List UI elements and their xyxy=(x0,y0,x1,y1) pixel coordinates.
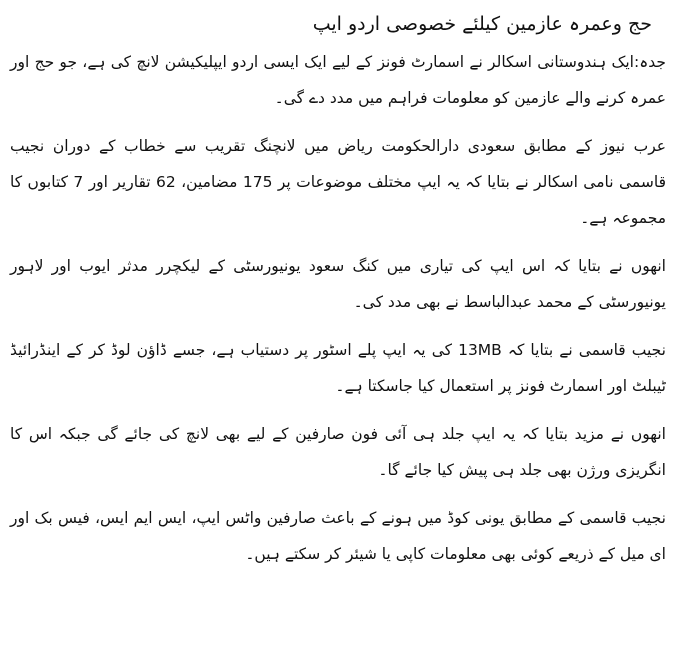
article-paragraph-5: انھوں نے مزید بتایا کہ یہ ایپ جلد ہی آئی فون صارفین کے لیے بھی لانچ کی جائے گی جبکہ اس کا انگریزی ورژن بھی جلد ہی پیش کیا جائے گا۔ xyxy=(10,425,666,479)
article-paragraph-6: نجیب قاسمی کے مطابق یونی کوڈ میں ہونے کے باعث صارفین واٹس ایپ، ایس ایم ایس، فیس بک اور ای میل کے ذریعے کوئی بھی معلومات کاپی یا شیئر کر سکتے ہیں۔ xyxy=(10,509,666,563)
article-title: حج وعمرہ عازمین کیلئے خصوصی اردو ایپ xyxy=(312,13,652,35)
article-paragraph-1: جدہ:ایک ہندوستانی اسکالر نے اسمارٹ فونز کے لیے ایک ایسی اردو ایپلیکیشن لانچ کی ہے، جو حج اور عمرہ کرنے والے عازمین کو معلومات فراہم میں مدد دے گی۔ xyxy=(10,53,666,107)
article-paragraph-4: نجیب قاسمی نے بتایا کہ 13MB کی یہ ایپ پلے اسٹور پر دستیاب ہے، جسے ڈاؤن لوڈ کر کے اینڈرائیڈ ٹیبلٹ اور اسمارٹ فونز پر استعمال کیا جاسکتا ہے۔ xyxy=(10,341,666,395)
article-paragraph-3: انھوں نے بتایا کہ اس ایپ کی تیاری میں کنگ سعود یونیورسٹی کے لیکچرر مدثر ایوب اور لاہور یونیورسٹی کے محمد عبدالباسط نے بھی مدد کی۔ xyxy=(10,257,666,311)
article-paragraph-2: عرب نیوز کے مطابق سعودی دارالحکومت ریاض میں لانچنگ تقریب سے خطاب کے دوران نجیب قاسمی نامی اسکالر نے بتایا کہ یہ ایپ مختلف موضوعات پر 175 مضامین، 62 تقاریر اور 7 کتابوں کا مجموعہ ہے۔ xyxy=(10,137,666,227)
